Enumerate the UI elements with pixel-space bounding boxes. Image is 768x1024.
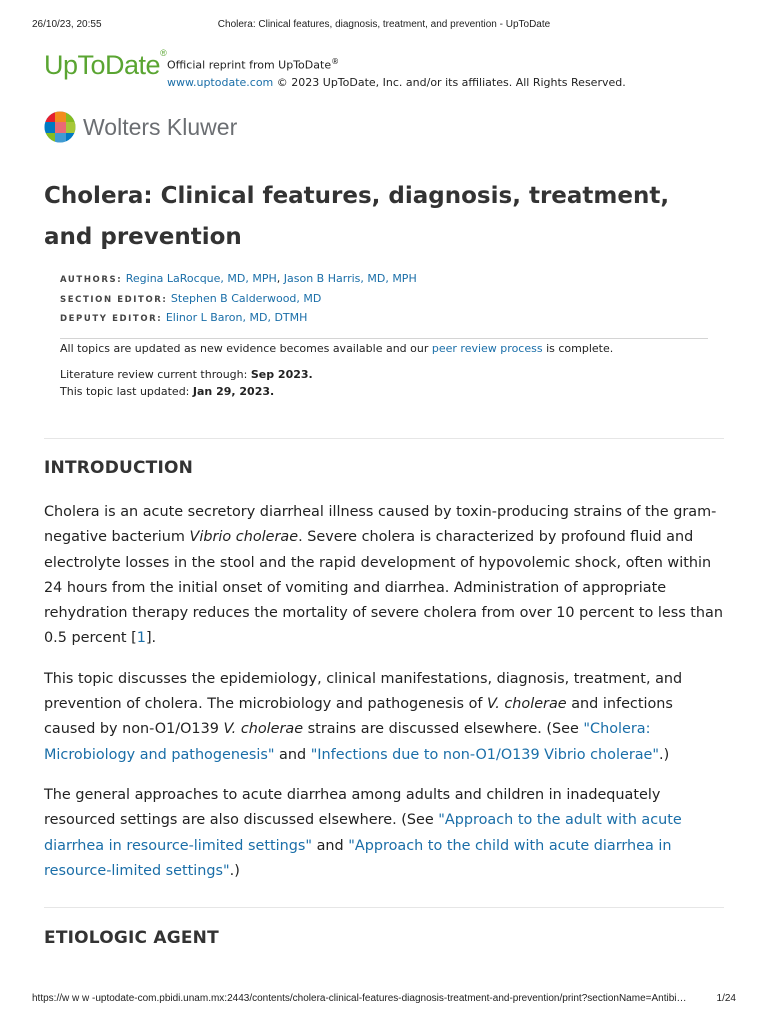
print-header <box>32 19 736 33</box>
print-footer <box>32 993 736 1007</box>
introduction-body <box>44 500 728 899</box>
link-adult-diarrhea[interactable]: "Approach to the adult with acute diarrhea in resource-limited settings" <box>44 812 682 854</box>
section-editor-row <box>60 290 710 310</box>
print-date: 26/10/23, 20:55 <box>32 19 102 30</box>
introduction-paragraph-2: This topic discusses the epidemiology, clinical manifestations, diagnosis, treatment, and prevention of cholera. The microbiology and pathogenesis of V. cholerae and infections caused by non-O1/O139 V. cholerae strains are discussed elsewhere. (See "Cholera: Microbiology and pathogenesis" and "Infections due to non-O1/O139 Vibrio cholerae".) <box>44 670 683 763</box>
last-updated-date: This topic last updated: Jan 29, 2023. <box>60 385 275 398</box>
peer-review-link[interactable]: peer review process <box>431 342 543 355</box>
byline-divider <box>60 338 708 339</box>
etiologic-agent-heading: ETIOLOGIC AGENT <box>44 928 219 948</box>
link-cholera-microbiology[interactable]: "Cholera: Microbiology and pathogenesis" <box>44 721 651 763</box>
review-info <box>60 340 710 400</box>
branding-row <box>44 50 728 90</box>
wolters-kluwer-mark-icon <box>44 111 76 143</box>
authors-label: AUTHORS: <box>60 275 123 285</box>
reprint-notice: Official reprint from UpToDate® www.uptodate.com © 2023 UpToDate, Inc. and/or its affiliates. All Rights Reserved. <box>167 57 626 89</box>
introduction-heading: INTRODUCTION <box>44 458 194 478</box>
link-non-o1-vibrio[interactable]: "Infections due to non-O1/O139 Vibrio cholerae" <box>310 746 660 763</box>
section-divider <box>44 438 724 439</box>
article-title: Cholera: Clinical features, diagnosis, treatment, and prevention <box>44 183 670 250</box>
introduction-paragraph-1: Cholera is an acute secretory diarrheal illness caused by toxin-producing strains of the gram-negative bacterium Vibrio cholerae. Severe cholera is characterized by profound fluid and electrolyte losses in the stool and the rapid development of hypovolemic shock, often within 24 hours from the initial onset of vomiting and diarrhea. Administration of appropriate rehydration therapy reduces the mortality of severe cholera from over 10 percent to less than 0.5 percent [1]. <box>44 504 723 647</box>
print-page-title: Cholera: Clinical features, diagnosis, treatment, and prevention - UpToDate <box>217 19 551 30</box>
authors-row: AUTHORS: Regina LaRocque, MD, MPH, Jason B Harris, MD, MPH <box>60 272 417 285</box>
print-page-number: 1/24 <box>716 993 736 1004</box>
section-editor-link[interactable]: Stephen B Calderwood, MD <box>170 291 322 305</box>
introduction-paragraph-3: The general approaches to acute diarrhea among adults and children in inadequately resourced settings are also discussed elsewhere. (See "Approach to the adult with acute diarrhea in resource-limited settings" and "Approach to the child with acute diarrhea in resource-limited settings".) <box>44 786 682 879</box>
reference-link-1[interactable]: 1 <box>136 630 146 647</box>
uptodate-logo: UpToDate® <box>44 48 167 80</box>
deputy-editor-label: DEPUTY EDITOR: <box>60 314 163 324</box>
peer-review-note: All topics are updated as new evidence becomes available and our peer review process is complete. <box>60 342 614 355</box>
literature-review-date: Literature review current through: Sep 2023. <box>60 368 313 381</box>
reprint-line: Official reprint from UpToDate <box>167 58 332 72</box>
section-divider <box>44 907 724 908</box>
uptodate-website-link[interactable]: www.uptodate.com <box>167 75 274 89</box>
deputy-editor-link[interactable]: Elinor L Baron, MD, DTMH <box>165 311 308 324</box>
byline <box>60 270 710 339</box>
copyright-text: © 2023 UpToDate, Inc. and/or its affiliates. All Rights Reserved. <box>273 75 626 89</box>
deputy-editor-row <box>60 309 710 329</box>
link-child-diarrhea[interactable]: "Approach to the child with acute diarrhea in resource-limited settings" <box>44 837 672 879</box>
section-editor-label: SECTION EDITOR: <box>60 294 168 305</box>
author-link-larocque[interactable]: Regina LaRocque, MD, MPH <box>125 272 277 285</box>
wolters-kluwer-name: Wolters Kluwer <box>83 114 238 140</box>
print-url: https://w w w -uptodate-com.pbidi.unam.mx:2443/contents/cholera-clinical-features-diagnosis-treatment-and-prevention/print?sectionName=Antibi… <box>32 993 687 1004</box>
author-link-harris[interactable]: Jason B Harris, MD, MPH <box>283 272 417 285</box>
